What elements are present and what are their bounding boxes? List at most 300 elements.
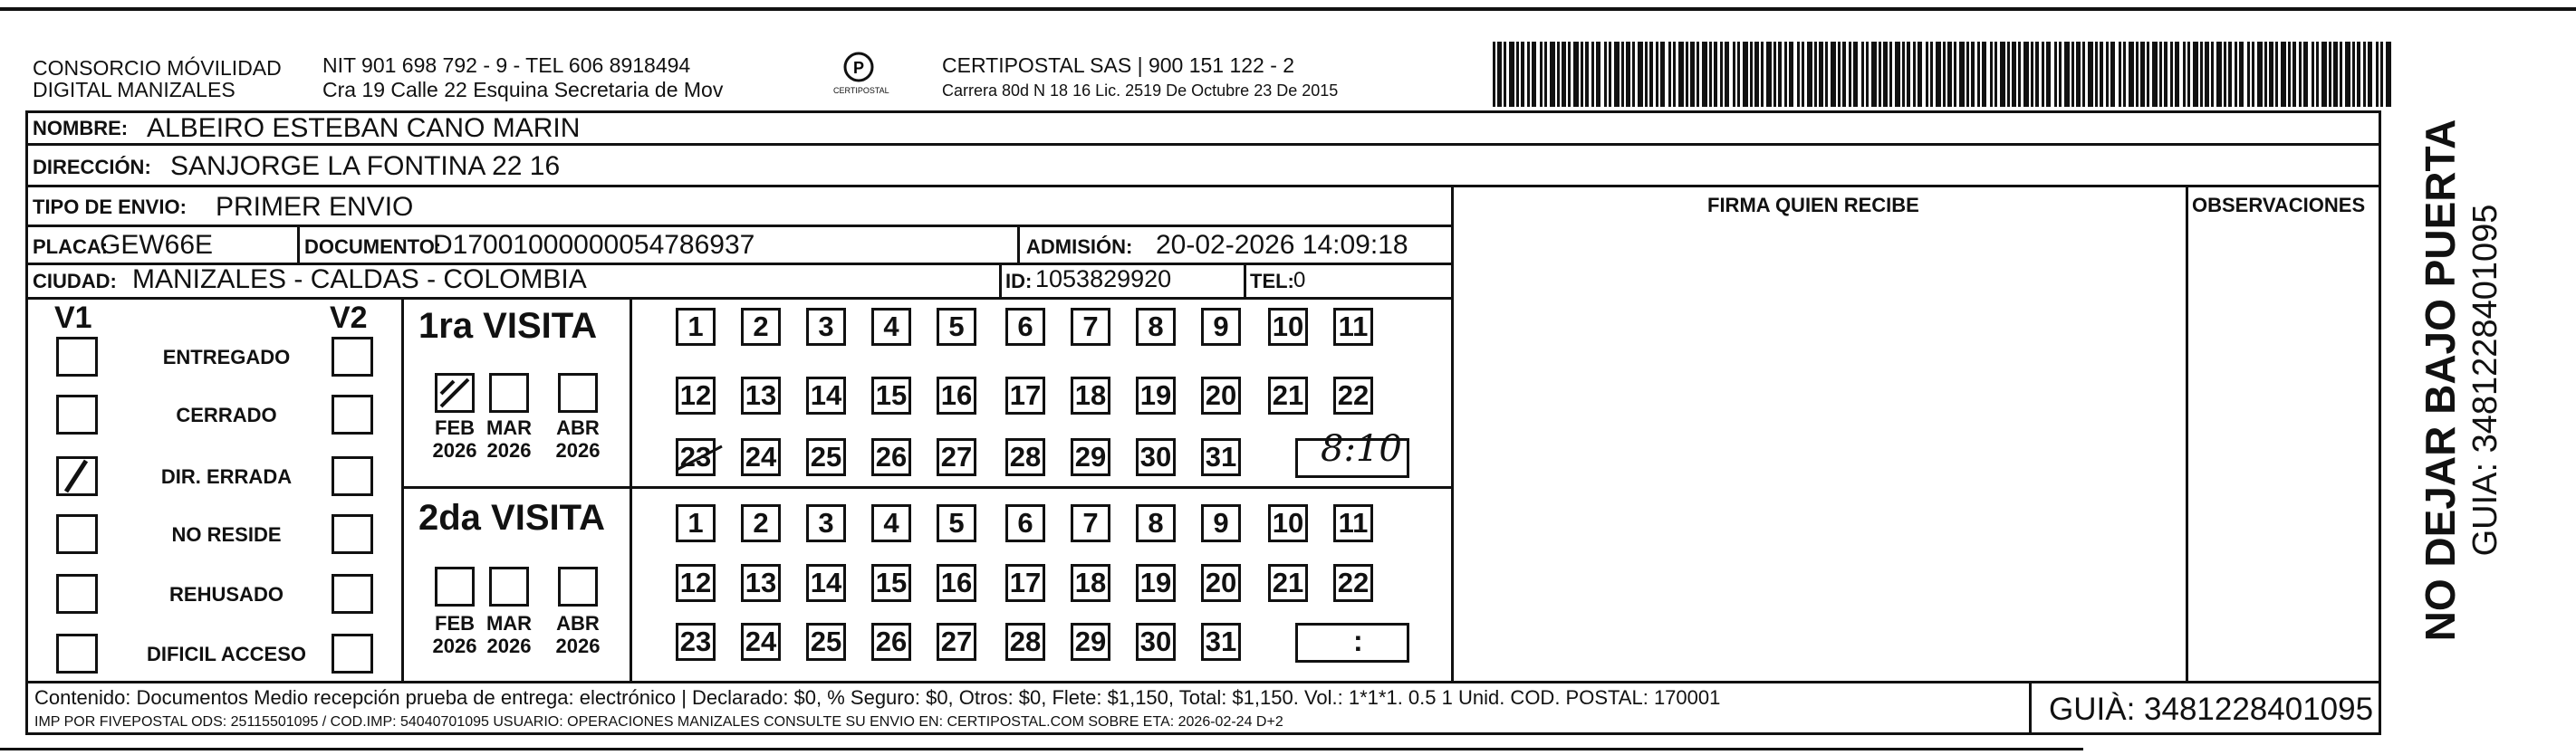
month-label: ABR (556, 416, 600, 439)
barcode-bar (1990, 42, 1993, 107)
day-box[interactable]: 7 (1071, 308, 1110, 346)
status-label: ENTREGADO (162, 346, 291, 368)
barcode-bar (1497, 42, 1502, 107)
barcode-bar (1527, 42, 1530, 107)
barcode-bar (2129, 42, 2134, 107)
barcode-bar (1853, 42, 1858, 107)
year-label: 2026 (555, 439, 601, 462)
barcode-bar (1581, 42, 1583, 107)
nombre-value: ALBEIRO ESTEBAN CANO MARIN (147, 113, 581, 143)
barcode-bar (2321, 42, 2327, 107)
address-line: Cra 19 Calle 22 Esquina Secretaria de Mov (322, 78, 724, 101)
day-box[interactable]: 28 (1005, 438, 1045, 476)
barcode-bar (2224, 42, 2226, 107)
top-edge-line (0, 7, 2576, 11)
barcode-bar (1714, 42, 1717, 107)
barcode-bar (2023, 42, 2029, 107)
company-name-line1: CONSORCIO MÓVILIDAD (33, 56, 282, 80)
barcode-bar (2247, 42, 2250, 107)
barcode-bar (1766, 42, 1772, 107)
barcode-bar (1902, 42, 1905, 107)
barcode-bar (2164, 42, 2167, 107)
nombre-label: NOMBRE: (33, 117, 129, 139)
documento-label: DOCUMENTO: (304, 235, 442, 258)
v2-checkbox[interactable] (332, 634, 373, 674)
barcode-bar (1544, 42, 1547, 107)
day-box[interactable]: 1 (676, 504, 716, 542)
v2-checkbox[interactable] (332, 574, 373, 614)
barcode-bar (1725, 42, 1729, 107)
barcode-bar (1966, 42, 1969, 107)
barcode-bar (1889, 42, 1892, 107)
barcode-bar (2288, 42, 2291, 107)
barcode-bar (1926, 42, 1928, 107)
barcode-bar (2170, 42, 2173, 107)
status-label: NO RESIDE (171, 523, 282, 546)
barcode-bar (1761, 42, 1764, 107)
second-time-placeholder: : (1353, 625, 1363, 657)
barcode-bar (2252, 42, 2254, 107)
day-box[interactable]: 18 (1071, 377, 1110, 415)
side-guia: GUIA: 3481228401095 (2466, 204, 2504, 557)
month-checkbox[interactable] (558, 567, 598, 607)
barcode-bar (1562, 42, 1566, 107)
barcode-bar (1568, 42, 1571, 107)
barcode-bar (1977, 42, 1980, 107)
day-box[interactable]: 1 (676, 308, 716, 346)
barcode-bar (1614, 42, 1620, 107)
barcode-bar (2333, 42, 2338, 107)
barcode-bar (1849, 42, 1851, 107)
v2-checkbox[interactable] (332, 395, 373, 435)
barcode-bar (2345, 42, 2350, 107)
day-box[interactable]: 2 (741, 504, 781, 542)
tel-value: 0 (1293, 268, 1306, 292)
month-checkbox[interactable] (558, 373, 598, 413)
barcode-bar (2228, 42, 2232, 107)
day-box[interactable]: 15 (871, 564, 911, 602)
day-box[interactable]: 14 (806, 377, 846, 415)
barcode-bar (2376, 42, 2379, 107)
day-box[interactable]: 25 (806, 623, 846, 661)
v1-checkbox[interactable] (56, 395, 98, 435)
v2-checkbox[interactable] (332, 337, 373, 377)
day-box[interactable]: 4 (871, 504, 911, 542)
day-box[interactable]: 27 (937, 438, 976, 476)
barcode-bar (2187, 42, 2190, 107)
day-box[interactable]: 27 (937, 623, 976, 661)
day-box[interactable]: 14 (806, 564, 846, 602)
barcode-bar (2352, 42, 2355, 107)
day-box[interactable]: 20 (1201, 564, 1241, 602)
barcode-bar (1540, 42, 1543, 107)
day-box[interactable]: 12 (676, 564, 716, 602)
barcode-bar (2123, 42, 2126, 107)
row-line (25, 143, 2381, 146)
day-box[interactable]: 11 (1333, 504, 1373, 542)
barcode-bar (2312, 42, 2314, 107)
barcode-bar (1814, 42, 1817, 107)
day-box[interactable]: 2 (741, 308, 781, 346)
barcode-bar (2175, 42, 2179, 107)
barcode-bar (2275, 42, 2278, 107)
row-line (25, 185, 2381, 187)
barcode-bar (1737, 42, 1740, 107)
row-line (25, 225, 1451, 227)
day-box[interactable]: 5 (937, 308, 976, 346)
col-line (2186, 185, 2188, 681)
barcode-bar (1638, 42, 1643, 107)
barcode-bar (2088, 42, 2093, 107)
barcode-bar (1930, 42, 1933, 107)
v2-checkbox[interactable] (332, 514, 373, 554)
contenido-line: Contenido: Documentos Medio recepción prueba de entrega: electrónico | Declarado: $0, % Seguro: $0, Otros: $0, Flete: $1,150, Total: $1,150. Vol.: 1*1*1. 0.5 1 Unid. COD. POSTAL: 170001 (34, 686, 1721, 709)
day-box[interactable]: 16 (937, 564, 976, 602)
day-box[interactable]: 29 (1071, 438, 1110, 476)
day-box[interactable]: 24 (741, 438, 781, 476)
day-box[interactable]: 13 (741, 564, 781, 602)
barcode-bar (2018, 42, 2021, 107)
barcode-bar (1509, 42, 1514, 107)
barcode-bar (2110, 42, 2115, 107)
barcode-bar (2000, 42, 2005, 107)
col-line (999, 263, 1002, 297)
placa-value: GEW66E (100, 230, 214, 260)
barcode-bar (1954, 42, 1956, 107)
barcode-bar (1720, 42, 1723, 107)
tipo-envio-value: PRIMER ENVIO (216, 192, 414, 222)
day-box[interactable]: 21 (1268, 377, 1308, 415)
v1-checkbox[interactable] (56, 574, 98, 614)
day-box[interactable]: 3 (806, 308, 846, 346)
barcode-bar (1861, 42, 1864, 107)
month-label: FEB (435, 416, 475, 439)
day-box[interactable]: 28 (1005, 623, 1045, 661)
col-line (1017, 225, 1020, 263)
barcode-bar (2035, 42, 2039, 107)
status-label: DIR. ERRADA (160, 465, 293, 488)
barcode-bar (2095, 42, 2098, 107)
day-box[interactable]: 11 (1333, 308, 1373, 346)
strike-mark-icon (673, 439, 727, 477)
barcode-bar (1778, 42, 1782, 107)
barcode-bar (1649, 42, 1653, 107)
year-label: 2026 (432, 439, 477, 462)
barcode-bar (2054, 42, 2057, 107)
barcode-bar (1645, 42, 1648, 107)
month-checkbox[interactable] (435, 567, 475, 607)
day-box[interactable]: 26 (871, 438, 911, 476)
barcode-bar (2183, 42, 2186, 107)
barcode-bar (2329, 42, 2331, 107)
barcode-bar (1702, 42, 1707, 107)
barcode-bar (1632, 42, 1635, 107)
barcode-bar (2216, 42, 2222, 107)
day-box[interactable]: 17 (1005, 377, 1045, 415)
barcode-bar (1831, 42, 1836, 107)
no-dejar-bajo-puerta: NO DEJAR BAJO PUERTA (2417, 119, 2464, 642)
admision-label: ADMISIÓN: (1026, 235, 1133, 258)
v1-checkbox[interactable] (56, 456, 98, 496)
year-label: 2026 (486, 635, 532, 657)
barcode-bar (2152, 42, 2158, 107)
col-line (401, 297, 404, 681)
documento-value: D17001000000054786937 (433, 230, 755, 260)
certipostal-line1: CERTIPOSTAL SAS | 900 151 122 - 2 (942, 53, 1295, 77)
barcode-bar (2007, 42, 2010, 107)
barcode-bar (2076, 42, 2081, 107)
v1-label: V1 (54, 301, 92, 335)
barcode-bar (2059, 42, 2062, 107)
barcode-bar (2193, 42, 2198, 107)
barcode-bar (2140, 42, 2145, 107)
barcode-bar (1802, 42, 1804, 107)
check-mark-icon (437, 376, 472, 410)
barcode-bar (2119, 42, 2121, 107)
barcode-bar (2159, 42, 2162, 107)
id-label: ID: (1005, 270, 1033, 292)
placa-label: PLACA: (33, 235, 109, 258)
month-label: ABR (556, 612, 600, 635)
barcode-bar (2071, 42, 2074, 107)
month-checkbox[interactable] (489, 373, 529, 413)
barcode-bar (1754, 42, 1759, 107)
barcode-bar (1516, 42, 1519, 107)
v1-checkbox[interactable] (56, 634, 98, 674)
barcode-bar (2100, 42, 2103, 107)
barcode-bar (1773, 42, 1776, 107)
barcode-bar (2269, 42, 2273, 107)
col-line (1244, 263, 1246, 297)
first-visit-title: 1ra VISITA (418, 306, 598, 346)
day-box[interactable]: 26 (871, 623, 911, 661)
barcode-bar (1709, 42, 1712, 107)
admision-value: 20-02-2026 14:09:18 (1156, 230, 1408, 260)
footer-line (25, 681, 2381, 683)
barcode-bar (2257, 42, 2263, 107)
barcode-bar (2303, 42, 2308, 107)
month-checkbox[interactable] (435, 373, 475, 413)
imp-line: IMP POR FIVEPOSTAL ODS: 25115501095 / COD.IMP: 54040701095 USUARIO: OPERACIONES MANIZALES CONSULTE SU ENVIO EN: CERTIPOSTAL.COM SOBRE ETA: 2026-02-24 D+2 (34, 714, 1283, 730)
status-label: CERRADO (176, 404, 277, 426)
barcode-bar (1493, 42, 1495, 107)
check-mark-icon (59, 459, 95, 493)
barcode (1493, 42, 2398, 107)
v2-checkbox[interactable] (332, 456, 373, 496)
barcode-bar (2264, 42, 2267, 107)
observaciones-header: OBSERVACIONES (2192, 194, 2366, 216)
barcode-bar (1604, 42, 1607, 107)
barcode-bar (1994, 42, 1997, 107)
tipo-envio-label: TIPO DE ENVIO: (33, 196, 187, 218)
direccion-value: SANJORGE LA FONTINA 22 16 (170, 151, 561, 181)
id-value: 1053829920 (1035, 265, 1172, 292)
ciudad-value: MANIZALES - CALDAS - COLOMBIA (132, 264, 587, 294)
barcode-bar (1678, 42, 1684, 107)
month-checkbox[interactable] (489, 567, 529, 607)
barcode-bar (2380, 42, 2383, 107)
day-box[interactable]: 16 (937, 377, 976, 415)
day-box[interactable]: 21 (1268, 564, 1308, 602)
guia-box-text: GUIÀ: 3481228401095 (2049, 692, 2374, 727)
certipostal-line2: Carrera 80d N 18 16 Lic. 2519 De Octubre 23 De 2015 (942, 81, 1339, 100)
day-box[interactable]: 7 (1071, 504, 1110, 542)
barcode-bar (2363, 42, 2366, 107)
day-box[interactable]: 18 (1071, 564, 1110, 602)
status-label: DIFICIL ACCESO (146, 643, 306, 665)
barcode-bar (1573, 42, 1579, 107)
barcode-bar (2031, 42, 2033, 107)
day-box[interactable]: 31 (1201, 438, 1241, 476)
year-label: 2026 (555, 635, 601, 657)
logo-text: CERTIPOSTAL (833, 86, 889, 95)
barcode-bar (1686, 42, 1688, 107)
year-label: 2026 (432, 635, 477, 657)
barcode-bar (1807, 42, 1812, 107)
barcode-bar (1959, 42, 1965, 107)
day-box[interactable]: 19 (1136, 377, 1176, 415)
ciudad-label: CIUDAD: (33, 270, 117, 292)
handwritten-time: 8:10 (1321, 428, 1402, 470)
barcode-bar (1943, 42, 1946, 107)
barcode-bar (2211, 42, 2214, 107)
barcode-bar (1750, 42, 1753, 107)
time-box[interactable] (1295, 623, 1409, 663)
barcode-bar (1971, 42, 1975, 107)
day-box[interactable]: 6 (1005, 504, 1045, 542)
day-box[interactable]: 30 (1136, 438, 1176, 476)
barcode-bar (1784, 42, 1787, 107)
year-label: 2026 (486, 439, 532, 462)
barcode-bar (2368, 42, 2372, 107)
status-label: REHUSADO (169, 583, 284, 606)
barcode-bar (1609, 42, 1611, 107)
day-box[interactable]: 24 (741, 623, 781, 661)
barcode-bar (1883, 42, 1888, 107)
barcode-bar (1673, 42, 1676, 107)
barcode-bar (1532, 42, 1536, 107)
bottom-edge-line (0, 748, 2083, 750)
day-box[interactable]: 5 (937, 504, 976, 542)
barcode-bar (2136, 42, 2139, 107)
barcode-bar (2042, 42, 2044, 107)
barcode-bar (1733, 42, 1735, 107)
day-box[interactable]: 23 (676, 438, 716, 476)
barcode-bar (2386, 42, 2391, 107)
day-box[interactable]: 10 (1268, 504, 1308, 542)
company-name-line2: DIGITAL MANIZALES (33, 78, 235, 101)
certipostal-logo (831, 51, 889, 101)
col-line (2029, 681, 2032, 735)
month-label: FEB (435, 612, 475, 635)
barcode-bar (2235, 42, 2237, 107)
row-line (25, 297, 1451, 300)
day-box[interactable]: 29 (1071, 623, 1110, 661)
barcode-bar (2147, 42, 2149, 107)
barcode-bar (2046, 42, 2051, 107)
svg-text:P: P (852, 59, 865, 77)
barcode-bar (2281, 42, 2286, 107)
day-box[interactable]: 15 (871, 377, 911, 415)
barcode-bar (1913, 42, 1916, 107)
barcode-bar (1660, 42, 1665, 107)
direccion-label: DIRECCIÓN: (33, 156, 151, 178)
day-box[interactable]: 25 (806, 438, 846, 476)
barcode-bar (1668, 42, 1671, 107)
day-box[interactable]: 4 (871, 308, 911, 346)
barcode-bar (1504, 42, 1506, 107)
day-box[interactable]: 31 (1201, 623, 1241, 661)
day-box[interactable]: 23 (676, 623, 716, 661)
day-box[interactable]: 3 (806, 504, 846, 542)
barcode-bar (2239, 42, 2244, 107)
barcode-bar (2340, 42, 2342, 107)
day-box[interactable]: 20 (1201, 377, 1241, 415)
day-box[interactable]: 9 (1201, 504, 1241, 542)
day-box[interactable]: 13 (741, 377, 781, 415)
day-box[interactable]: 12 (676, 377, 716, 415)
visit-divider (401, 486, 1451, 489)
col-line (297, 225, 300, 263)
barcode-bar (1557, 42, 1560, 107)
barcode-bar (1825, 42, 1828, 107)
barcode-bar (1621, 42, 1624, 107)
barcode-bar (1842, 42, 1846, 107)
day-box[interactable]: 10 (1268, 308, 1308, 346)
barcode-bar (2012, 42, 2016, 107)
barcode-bar (1936, 42, 1941, 107)
barcode-bar (2064, 42, 2070, 107)
month-label: MAR (485, 416, 533, 439)
day-box[interactable]: 19 (1136, 564, 1176, 602)
barcode-bar (1690, 42, 1695, 107)
v1-checkbox[interactable] (56, 514, 98, 554)
firma-header: FIRMA QUIEN RECIBE (1707, 194, 1919, 216)
col-line (1451, 185, 1454, 681)
barcode-bar (1596, 42, 1600, 107)
barcode-bar (1819, 42, 1823, 107)
day-box[interactable]: 8 (1136, 308, 1176, 346)
day-box[interactable]: 30 (1136, 623, 1176, 661)
barcode-bar (2316, 42, 2319, 107)
barcode-bar (1982, 42, 1986, 107)
second-visit-title: 2da VISITA (418, 498, 605, 538)
barcode-bar (2292, 42, 2296, 107)
barcode-bar (1907, 42, 1910, 107)
day-box[interactable]: 22 (1333, 564, 1373, 602)
day-box[interactable]: 22 (1333, 377, 1373, 415)
day-box[interactable]: 9 (1201, 308, 1241, 346)
barcode-bar (1895, 42, 1900, 107)
barcode-bar (1918, 42, 1922, 107)
barcode-bar (2205, 42, 2209, 107)
col-line (630, 297, 632, 681)
v2-label: V2 (330, 301, 368, 335)
barcode-bar (1697, 42, 1699, 107)
day-box[interactable]: 6 (1005, 308, 1045, 346)
barcode-bar (1871, 42, 1877, 107)
v1-checkbox[interactable] (56, 337, 98, 377)
barcode-bar (2357, 42, 2360, 107)
barcode-bar (1743, 42, 1748, 107)
barcode-bar (1585, 42, 1589, 107)
day-box[interactable]: 8 (1136, 504, 1176, 542)
barcode-bar (1797, 42, 1800, 107)
barcode-bar (1550, 42, 1555, 107)
barcode-bar (2082, 42, 2085, 107)
barcode-bar (1626, 42, 1630, 107)
day-box[interactable]: 17 (1005, 564, 1045, 602)
